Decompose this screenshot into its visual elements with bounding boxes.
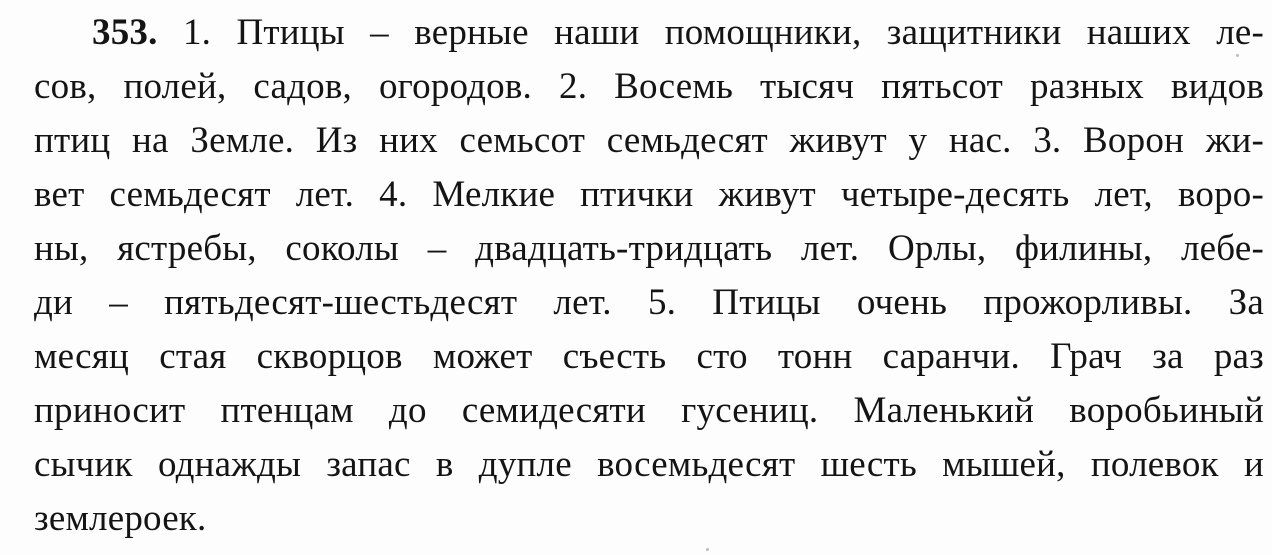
text-line: сычик однажды запас в дупле восемьдесят шесть мышей, полевок и xyxy=(34,444,1264,485)
text-line: вет семьдесят лет. 4. Мелкие птички живут четыре-десять лет, воро- xyxy=(34,174,1264,215)
text-line: месяц стая скворцов может съесть сто тонн саранчи. Грач за раз xyxy=(34,336,1264,377)
text-line xyxy=(34,6,1264,60)
text-line: приносит птенцам до семидесяти гусениц. Маленький воробьиный xyxy=(34,390,1264,431)
text-line: землероек. xyxy=(34,498,207,539)
exercise-number: 353. xyxy=(92,12,158,53)
scan-speck xyxy=(1236,54,1239,57)
text-line: ди – пятьдесят-шестьдесят лет. 5. Птицы очень прожорливы. За xyxy=(34,282,1264,323)
text-line: сов, полей, садов, огородов. 2. Восемь тысяч пятьсот разных видов xyxy=(34,66,1264,107)
line-text: 1. Птицы – верные наши помощники, защитники наших ле- xyxy=(182,12,1265,53)
text-line: ны, ястребы, соколы – двадцать-тридцать лет. Орлы, филины, лебе- xyxy=(34,228,1264,269)
text-line: птиц на Земле. Из них семьсот семьдесят живут у нас. 3. Ворон жи- xyxy=(34,120,1264,161)
exercise-text xyxy=(34,6,1264,546)
scan-speck xyxy=(706,548,709,551)
